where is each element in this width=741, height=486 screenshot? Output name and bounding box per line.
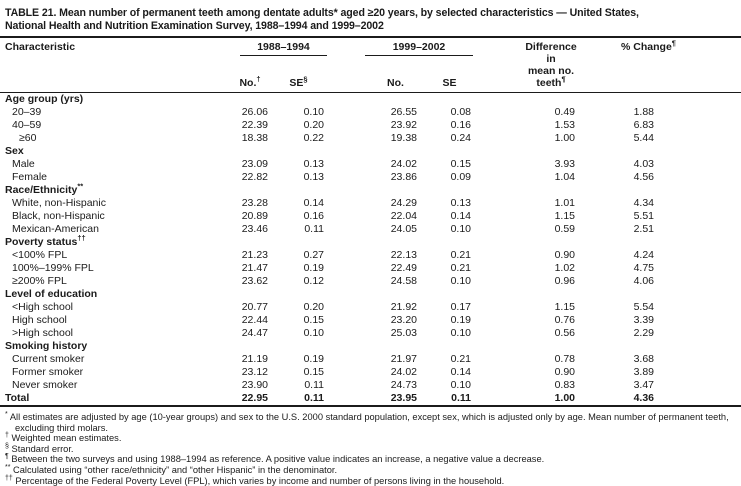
row-label: Black, non-Hispanic bbox=[12, 210, 105, 222]
cell-se1: 0.10 bbox=[303, 106, 324, 118]
cell-se1: 0.13 bbox=[303, 158, 324, 170]
cell-no2: 23.20 bbox=[390, 314, 417, 326]
cell-diff: 0.90 bbox=[554, 249, 575, 261]
dagger-footnote-marker: † bbox=[256, 74, 261, 84]
cell-no2: 24.29 bbox=[390, 197, 417, 209]
row-label: Race/Ethnicity** bbox=[5, 181, 84, 196]
cell-se2: 0.10 bbox=[450, 223, 471, 235]
cell-se1: 0.27 bbox=[303, 249, 324, 261]
table-section-row bbox=[0, 288, 741, 301]
footnote-marker: § bbox=[5, 442, 9, 450]
cell-se2: 0.10 bbox=[450, 379, 471, 391]
footnote-marker: ¶ bbox=[5, 453, 9, 461]
spacer-cell bbox=[687, 249, 741, 262]
cell-diff: 1.02 bbox=[554, 262, 575, 274]
cell-no2: 23.86 bbox=[390, 171, 417, 183]
spacer-cell bbox=[687, 106, 741, 119]
cell-se1: 0.20 bbox=[303, 119, 324, 131]
cell-pct: 3.89 bbox=[633, 366, 654, 378]
cell-no2: 24.73 bbox=[390, 379, 417, 391]
table-row bbox=[0, 132, 741, 145]
cell-no2: 23.95 bbox=[329, 392, 422, 406]
cell-se2: 0.21 bbox=[450, 262, 471, 274]
cell-no1: 23.46 bbox=[241, 223, 268, 235]
table-row bbox=[0, 366, 741, 379]
cell-pct: 4.34 bbox=[633, 197, 654, 209]
cell-se2: 0.10 bbox=[450, 275, 471, 287]
cell-diff: 1.00 bbox=[477, 392, 580, 406]
cell-no1: 22.95 bbox=[226, 392, 274, 406]
cell-diff: 0.56 bbox=[554, 327, 575, 339]
group-header-label: 1988–1994 bbox=[240, 41, 327, 56]
spacer-cell bbox=[687, 327, 741, 340]
footnote-marker: †† bbox=[5, 474, 13, 482]
cell-se1: 0.19 bbox=[303, 353, 324, 365]
cell-pct: 2.51 bbox=[633, 223, 654, 235]
footnote-marker: † bbox=[5, 432, 9, 440]
cell-no2: 21.92 bbox=[390, 301, 417, 313]
table-section-row bbox=[0, 93, 741, 107]
table-title-line2: National Health and Nutrition Examination Survey, 1988–1994 and 1999–2002 bbox=[5, 20, 384, 32]
cell-pct: 3.68 bbox=[633, 353, 654, 365]
spacer-cell bbox=[687, 197, 741, 210]
cell-no2: 19.38 bbox=[390, 132, 417, 144]
spacer-cell bbox=[687, 262, 741, 275]
row-label: >High school bbox=[12, 327, 73, 339]
cell-se1: 0.14 bbox=[303, 197, 324, 209]
table-row bbox=[0, 210, 741, 223]
table-row bbox=[0, 353, 741, 366]
cell-no1: 23.28 bbox=[241, 197, 268, 209]
row-label: Total bbox=[0, 392, 226, 406]
cell-no1: 22.82 bbox=[241, 171, 268, 183]
row-label: Age group (yrs) bbox=[5, 93, 84, 105]
spacer-cell bbox=[687, 301, 741, 314]
row-label: Female bbox=[12, 171, 48, 183]
table-section-row bbox=[0, 184, 741, 197]
table-row bbox=[0, 106, 741, 119]
spacer-cell bbox=[687, 158, 741, 171]
cell-pct: 5.44 bbox=[633, 132, 654, 144]
cell-diff: 1.53 bbox=[554, 119, 575, 131]
footnote-marker: ** bbox=[5, 463, 11, 471]
cell-no2: 22.49 bbox=[390, 262, 417, 274]
cell-diff: 0.96 bbox=[554, 275, 575, 287]
table-row bbox=[0, 314, 741, 327]
column-header-pct-change: % Change¶ bbox=[580, 38, 687, 93]
cell-pct: 1.88 bbox=[633, 106, 654, 118]
cell-se2: 0.14 bbox=[450, 366, 471, 378]
spacer-cell bbox=[687, 223, 741, 236]
cell-no1: 21.47 bbox=[241, 262, 268, 274]
table-row bbox=[0, 158, 741, 171]
cell-no1: 23.12 bbox=[241, 366, 268, 378]
cell-pct: 6.83 bbox=[633, 119, 654, 131]
cell-se2: 0.11 bbox=[422, 392, 477, 406]
cell-no1: 24.47 bbox=[241, 327, 268, 339]
cell-se1: 0.11 bbox=[304, 223, 324, 235]
column-header-se-1999: SE bbox=[422, 67, 477, 92]
cell-diff: 0.49 bbox=[554, 106, 575, 118]
cell-diff: 0.78 bbox=[554, 353, 575, 365]
row-label: Male bbox=[12, 158, 35, 170]
table-section-row bbox=[0, 340, 741, 353]
cell-pct: 5.51 bbox=[633, 210, 654, 222]
spacer-cell bbox=[687, 275, 741, 288]
cell-no1: 23.62 bbox=[241, 275, 268, 287]
row-label: 20–39 bbox=[12, 106, 42, 118]
spacer-cell bbox=[687, 379, 741, 392]
cell-pct: 4.75 bbox=[633, 262, 654, 274]
spacer-cell bbox=[687, 119, 741, 132]
cell-se2: 0.21 bbox=[450, 353, 471, 365]
row-label: Mexican-American bbox=[12, 223, 99, 235]
cell-diff: 1.00 bbox=[554, 132, 575, 144]
cell-diff: 0.59 bbox=[554, 223, 575, 235]
table-row bbox=[0, 262, 741, 275]
cell-diff: 1.01 bbox=[554, 197, 575, 209]
cell-no1: 20.89 bbox=[241, 210, 268, 222]
spacer-cell bbox=[687, 392, 741, 406]
pilcrow-footnote-marker: ¶ bbox=[561, 74, 566, 84]
cell-se1: 0.10 bbox=[303, 327, 324, 339]
footnote-dagger: † Weighted mean estimates. bbox=[5, 432, 122, 444]
row-label: White, non-Hispanic bbox=[12, 197, 106, 209]
pilcrow-footnote-marker: ¶ bbox=[671, 38, 676, 48]
group-header-label: 1999–2002 bbox=[365, 41, 473, 56]
table-section-row bbox=[0, 145, 741, 158]
table-row bbox=[0, 249, 741, 262]
row-label: ≥200% FPL bbox=[12, 275, 67, 287]
difference-header-line2: mean no. teeth¶ bbox=[527, 65, 575, 89]
cell-diff: 1.15 bbox=[554, 210, 575, 222]
cell-se2: 0.09 bbox=[450, 171, 471, 183]
cell-se1: 0.11 bbox=[304, 379, 324, 391]
cell-se2: 0.15 bbox=[450, 158, 471, 170]
cell-no2: 24.02 bbox=[390, 366, 417, 378]
footnote-marker: * bbox=[5, 410, 8, 418]
spacer-cell bbox=[687, 366, 741, 379]
cell-no1: 18.38 bbox=[241, 132, 268, 144]
cell-se1: 0.12 bbox=[303, 275, 324, 287]
cell-se2: 0.21 bbox=[450, 249, 471, 261]
column-header-difference bbox=[477, 38, 580, 93]
cell-pct: 4.03 bbox=[633, 158, 654, 170]
cell-se2: 0.16 bbox=[450, 119, 471, 131]
row-label: Sex bbox=[5, 145, 24, 157]
spacer-cell bbox=[687, 132, 741, 145]
cell-se2: 0.17 bbox=[450, 301, 471, 313]
cell-se1: 0.13 bbox=[303, 171, 324, 183]
table-row bbox=[0, 197, 741, 210]
cell-no2: 23.92 bbox=[390, 119, 417, 131]
cell-pct: 4.06 bbox=[633, 275, 654, 287]
table-body bbox=[0, 93, 741, 407]
cell-no2: 22.13 bbox=[390, 249, 417, 261]
cell-se2: 0.13 bbox=[450, 197, 471, 209]
cell-no1: 23.09 bbox=[241, 158, 268, 170]
cell-se1: 0.11 bbox=[274, 392, 329, 406]
row-label: High school bbox=[12, 314, 67, 326]
row-label: <High school bbox=[12, 301, 73, 313]
section-footnote-marker: § bbox=[303, 74, 308, 84]
cell-no1: 21.19 bbox=[241, 353, 268, 365]
cell-no1: 21.23 bbox=[241, 249, 268, 261]
cell-se2: 0.19 bbox=[450, 314, 471, 326]
cell-diff: 1.04 bbox=[554, 171, 575, 183]
table-row bbox=[0, 119, 741, 132]
cell-no1: 26.06 bbox=[241, 106, 268, 118]
table-row bbox=[0, 223, 741, 236]
cell-se2: 0.08 bbox=[450, 106, 471, 118]
footnote-marker: †† bbox=[77, 233, 86, 243]
cell-no2: 24.58 bbox=[390, 275, 417, 287]
row-label: <100% FPL bbox=[12, 249, 68, 261]
cell-pct: 3.47 bbox=[633, 379, 654, 391]
cell-diff: 1.15 bbox=[554, 301, 575, 313]
cell-se1: 0.16 bbox=[303, 210, 324, 222]
data-table bbox=[0, 38, 741, 407]
group-header-1999-2002 bbox=[329, 38, 477, 67]
spacer-cell bbox=[687, 210, 741, 223]
cell-se1: 0.15 bbox=[303, 314, 324, 326]
cell-no2: 26.55 bbox=[390, 106, 417, 118]
cell-se1: 0.19 bbox=[303, 262, 324, 274]
spacer-cell bbox=[687, 171, 741, 184]
cell-diff: 0.76 bbox=[554, 314, 575, 326]
difference-header-line1: Difference in bbox=[525, 41, 577, 65]
cell-pct: 4.56 bbox=[633, 171, 654, 183]
table-title-line1: TABLE 21. Mean number of permanent teeth among dentate adults* aged ≥20 years, by selected characteristics — United States, bbox=[5, 7, 639, 19]
cell-pct: 3.39 bbox=[633, 314, 654, 326]
footnote-double-dagger: †† Percentage of the Federal Poverty Level (FPL), which varies by income and number of persons living in the household. bbox=[5, 474, 505, 486]
cell-no1: 22.39 bbox=[241, 119, 268, 131]
row-label: Current smoker bbox=[12, 353, 85, 365]
spacer-cell bbox=[687, 353, 741, 366]
column-header-no-1988: No.† bbox=[226, 67, 274, 92]
cell-pct: 4.36 bbox=[580, 392, 687, 406]
cell-se1: 0.20 bbox=[303, 301, 324, 313]
cell-pct: 2.29 bbox=[633, 327, 654, 339]
cell-pct: 5.54 bbox=[633, 301, 654, 313]
table-row bbox=[0, 301, 741, 314]
cell-se1: 0.22 bbox=[303, 132, 324, 144]
column-header-se-1988: SE§ bbox=[274, 67, 329, 92]
cell-se2: 0.14 bbox=[450, 210, 471, 222]
table-title bbox=[0, 0, 741, 33]
cell-no1: 20.77 bbox=[241, 301, 268, 313]
row-label: Smoking history bbox=[5, 340, 88, 352]
cell-no2: 22.04 bbox=[390, 210, 417, 222]
cell-no2: 21.97 bbox=[390, 353, 417, 365]
table-header bbox=[0, 38, 741, 93]
footnote-pilcrow: ¶ Between the two surveys and using 1988–1994 as reference. A positive value indicates an increase, a negative value a decrease. bbox=[5, 453, 545, 465]
group-header-1988-1994 bbox=[226, 38, 329, 67]
cell-se2: 0.24 bbox=[450, 132, 471, 144]
footnote-double-asterisk: ** Calculated using “other race/ethnicity” and “other Hispanic” in the denominator. bbox=[5, 463, 338, 475]
cell-diff: 3.93 bbox=[554, 158, 575, 170]
table-row bbox=[0, 392, 741, 406]
cell-pct: 4.24 bbox=[633, 249, 654, 261]
cell-se1: 0.15 bbox=[303, 366, 324, 378]
column-header-characteristic: Characteristic bbox=[0, 38, 226, 93]
row-label: 100%–199% FPL bbox=[12, 262, 94, 274]
cell-no1: 22.44 bbox=[241, 314, 268, 326]
cell-no2: 25.03 bbox=[390, 327, 417, 339]
row-label: Never smoker bbox=[12, 379, 78, 391]
row-label: Poverty status†† bbox=[5, 233, 86, 248]
footnote-marker: ** bbox=[77, 181, 84, 191]
table-row bbox=[0, 379, 741, 392]
header-spacer bbox=[687, 38, 741, 93]
table-row bbox=[0, 327, 741, 340]
group-header-row bbox=[0, 38, 741, 67]
cell-se2: 0.10 bbox=[450, 327, 471, 339]
spacer-cell bbox=[687, 314, 741, 327]
cell-no2: 24.05 bbox=[390, 223, 417, 235]
table-row bbox=[0, 275, 741, 288]
footnotes bbox=[5, 412, 737, 486]
cell-diff: 0.83 bbox=[554, 379, 575, 391]
table-row bbox=[0, 171, 741, 184]
footnote-section: § Standard error. bbox=[5, 442, 74, 454]
row-label: Level of education bbox=[5, 288, 98, 300]
row-label: 40–59 bbox=[12, 119, 42, 131]
column-header-no-1999: No. bbox=[329, 67, 422, 92]
table-section-row bbox=[0, 236, 741, 249]
cell-diff: 0.90 bbox=[554, 366, 575, 378]
footnote-asterisk: * All estimates are adjusted by age (10-year groups) and sex to the U.S. 2000 standard population, except sex, which is adjusted only by age. Mean number of permanent teeth, excluding third molars. bbox=[5, 410, 729, 433]
cell-no1: 23.90 bbox=[241, 379, 268, 391]
cell-no2: 24.02 bbox=[390, 158, 417, 170]
row-label: Former smoker bbox=[12, 366, 84, 378]
row-label: ≥60 bbox=[19, 132, 37, 144]
